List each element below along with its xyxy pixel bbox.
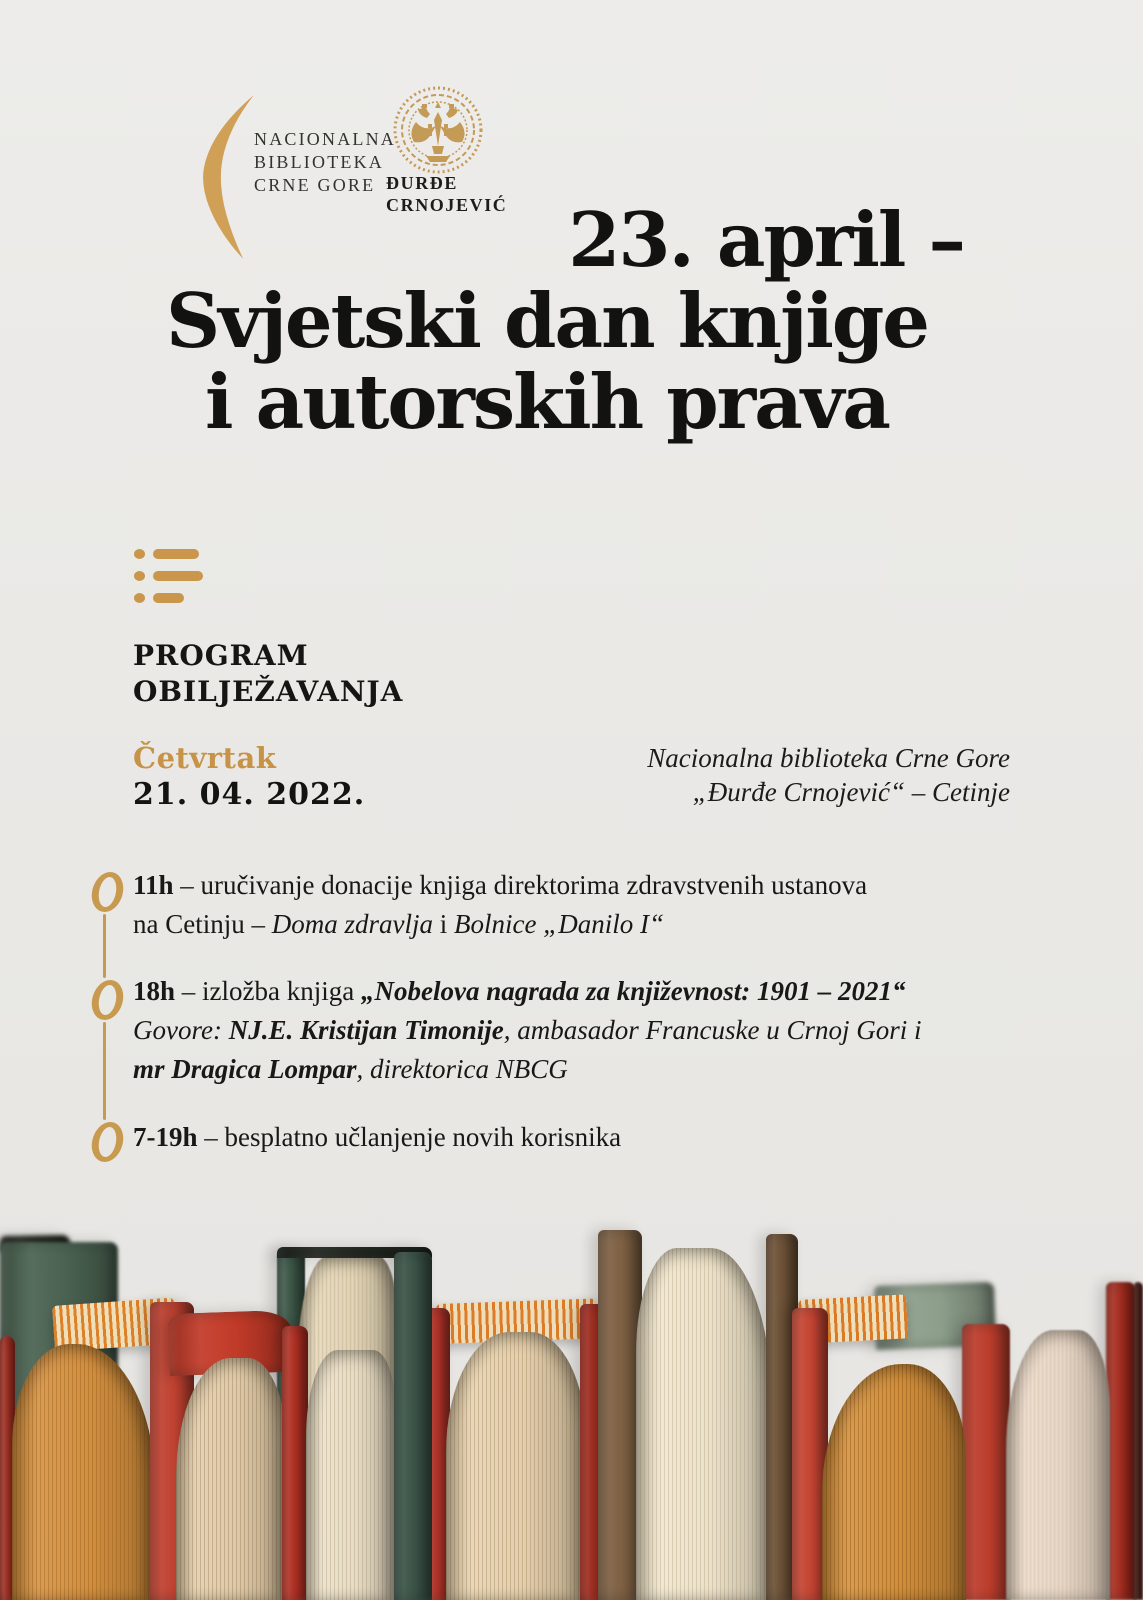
program-text-segment: i [432, 909, 454, 939]
timeline-marker-3 [89, 1122, 126, 1162]
book-cover [962, 1324, 1010, 1600]
program-text-segment: – besplatno učlanjenje novih korisnika [197, 1122, 622, 1152]
program-item-7-19h [133, 1118, 1043, 1157]
timeline-line-2 [103, 1022, 106, 1120]
program-text-segment: 7-19h [133, 1122, 198, 1152]
program-heading-line1: PROGRAM [133, 639, 309, 672]
timeline-line-1 [103, 914, 106, 978]
program-item-11h [133, 866, 1043, 944]
program-text-segment: 18h [133, 976, 176, 1006]
program-text-segment: Bolnice „Danilo I“ [454, 909, 664, 939]
book-pages [176, 1358, 286, 1600]
page-title [130, 196, 964, 446]
program-text-segment: , direktorica NBCG [356, 1054, 568, 1084]
book-pages [636, 1248, 772, 1600]
library-name-line3: CRNE GORE [254, 175, 376, 195]
eagle-seal-icon [386, 84, 490, 178]
program-text-segment: mr Dragica Lompar [133, 1054, 357, 1084]
book-pages [12, 1344, 155, 1600]
title-line2: Svjetski dan knjige [166, 277, 928, 365]
book-pages [1006, 1330, 1110, 1600]
program-text-segment: „Nobelova nagrada za književnost: 1901 – 2021“ [360, 976, 906, 1006]
library-name-line2: BIBLIOTEKA [254, 152, 384, 172]
program-text-segment: Doma zdravlja [271, 909, 433, 939]
program-text-segment: Govore: [133, 1015, 229, 1045]
venue-line1: Nacionalna biblioteka Crne Gore [647, 743, 1010, 773]
timeline-marker-2 [89, 980, 126, 1020]
book-cover [1134, 1282, 1143, 1600]
program-text-segment: na Cetinju – [133, 909, 272, 939]
program-heading-line2: OBILJEŽAVANJA [133, 675, 404, 708]
library-patron-name-line2: CRNOJEVIĆ [386, 195, 508, 215]
program-text-segment: NJ.E. Kristijan Timonije [228, 1015, 504, 1045]
library-name-line1: NACIONALNA [254, 129, 396, 149]
book-pages [822, 1364, 966, 1600]
books-photo [0, 1200, 1143, 1600]
book-pages [446, 1332, 586, 1600]
program-text-segment: – uručivanje donacije knjiga direktorima zdravstvenih ustanova [173, 870, 868, 900]
timeline-marker-1 [89, 872, 126, 912]
bulleted-list-icon [134, 549, 204, 607]
program-text-segment: , ambasador Francuske u Crnoj Gori i [503, 1015, 922, 1045]
event-date: 21. 04. 2022. [133, 777, 366, 812]
program-text-segment: – izložba knjiga [175, 976, 361, 1006]
book-cover [394, 1252, 432, 1600]
library-patron-name-line1: ĐURĐE [386, 173, 459, 193]
book-pages [306, 1350, 396, 1600]
program-heading [133, 638, 403, 710]
book-cover [282, 1326, 308, 1600]
program-text-segment: 11h [133, 870, 174, 900]
program-item-18h [133, 972, 1043, 1089]
library-name [254, 128, 396, 197]
venue [647, 741, 1010, 809]
title-line1: 23. april – [568, 196, 964, 284]
event-day: Četvrtak [133, 741, 277, 775]
book-cover [1106, 1282, 1136, 1600]
venue-line2: „Đurđe Crnojević“ – Cetinje [692, 777, 1010, 807]
title-line3: i autorskih prava [205, 358, 889, 446]
